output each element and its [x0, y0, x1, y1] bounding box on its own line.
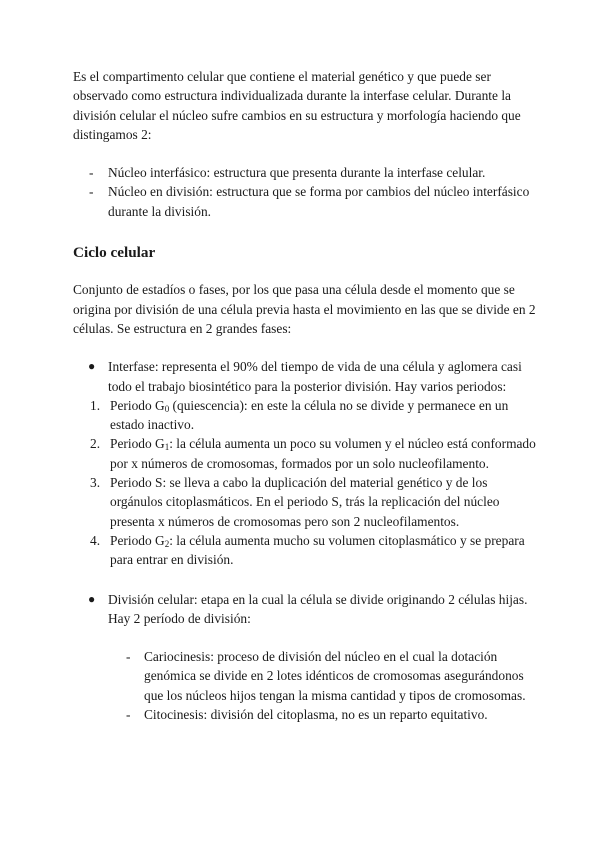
division-text: División celular: etapa en la cual la célula se divide originando 2 células hijas. Hay 2 período de división:	[108, 591, 528, 626]
period-text: : la célula aumenta un poco su volumen y el núcleo está conformado por x números de cromosomas, formados por un solo nucleofilamento.	[110, 436, 536, 471]
period-subscript: 0	[164, 403, 170, 414]
dash-marker: -	[89, 165, 94, 181]
list-item	[73, 705, 543, 724]
period-item	[73, 473, 543, 531]
list-item-text: Citocinesis: división del citoplasma, no es un reparto equitativo.	[144, 707, 488, 723]
dash-marker: -	[126, 649, 131, 665]
interfase-text: Interfase: representa el 90% del tiempo de vida de una célula y aglomera casi todo el trabajo biosintético para la posterior división. Hay varios periodos:	[108, 359, 522, 394]
division-bullet	[73, 590, 543, 629]
period-item	[73, 434, 543, 473]
dash-marker: -	[126, 707, 131, 723]
period-number: 4.	[90, 532, 101, 548]
bullet-marker: ●	[88, 359, 96, 374]
list-item	[73, 182, 543, 221]
list-item	[73, 163, 543, 182]
period-text: (quiescencia): en este la célula no se divide y permanece en un estado inactivo.	[110, 397, 509, 433]
document-page	[73, 67, 543, 724]
period-text: : la célula aumenta mucho su volumen citoplasmático y se prepara para entrar en división.	[110, 532, 525, 568]
period-prefix: Periodo S	[110, 475, 163, 491]
period-number: 3.	[90, 475, 101, 491]
spacer	[73, 628, 543, 647]
period-prefix: Periodo G	[110, 397, 165, 413]
list-item-text: Núcleo interfásico: estructura que presenta durante la interfase celular.	[108, 165, 486, 181]
period-subscript: 1	[164, 442, 170, 453]
intro-paragraph: Es el compartimento celular que contiene el material genético y que puede ser observado como estructura individualizada durante la interfase celular. Durante la división celular el núcleo sufre cambios en su estructura y morfología haciendo que distingamos 2:	[73, 69, 521, 142]
period-prefix: Periodo G	[110, 436, 165, 452]
dash-marker: -	[89, 184, 94, 200]
period-number: 2.	[90, 436, 101, 452]
bullet-marker: ●	[88, 591, 96, 606]
interfase-bullet	[73, 357, 543, 396]
list-item	[73, 647, 543, 705]
periods-list	[73, 396, 543, 570]
division-types-list	[73, 647, 543, 724]
list-item-text: Cariocinesis: proceso de división del núcleo en el cual la dotación genómica se divide en 2 lotes idénticos de cromosomas asegurándonos que los núcleos hijos tengan la misma cantidad y tipos de cromosomas.	[144, 649, 526, 703]
period-number: 1.	[90, 397, 101, 413]
section-heading: Ciclo celular	[73, 244, 156, 262]
nucleus-types-list	[73, 163, 543, 221]
spacer	[73, 570, 543, 590]
list-item-text: Núcleo en división: estructura que se forma por cambios del núcleo interfásico durante la división.	[108, 184, 530, 219]
period-text: : se lleva a cabo la duplicación del material genético y de los orgánulos citoplasmáticos. En el periodo S, trás la replicación del núcleo presenta x números de cromosomas pero son 2 nucleofilamentos.	[110, 475, 500, 529]
period-item	[73, 531, 543, 570]
period-prefix: Periodo G	[110, 532, 165, 548]
period-item	[73, 396, 543, 435]
period-subscript: 2	[164, 538, 170, 549]
cycle-description: Conjunto de estadíos o fases, por los que pasa una célula desde el momento que se origina por división de una célula previa hasta el movimiento en las que se divide en 2 células. Se estructura en 2 grandes fases:	[73, 282, 536, 336]
